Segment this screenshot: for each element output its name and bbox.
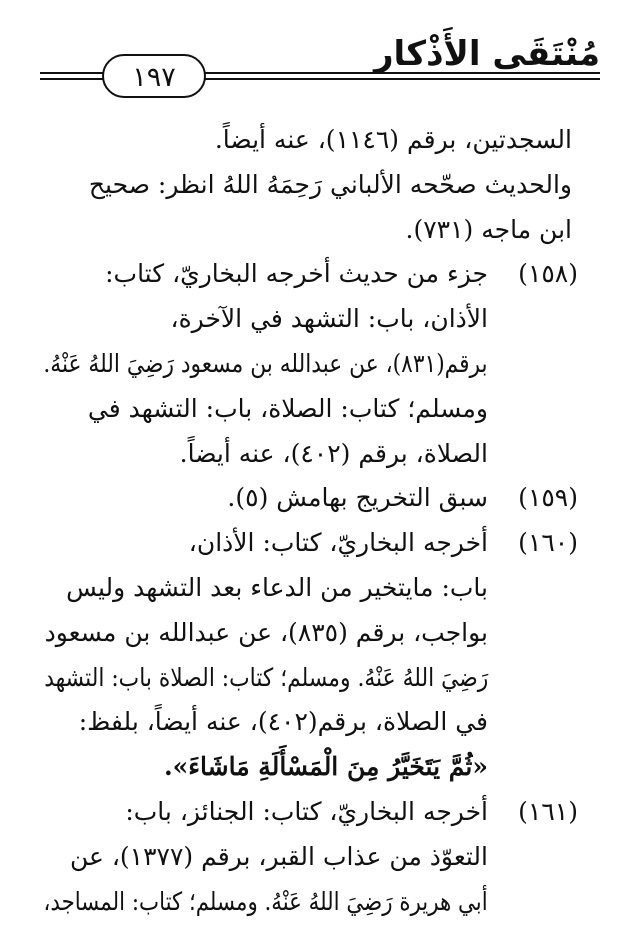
- text-line: [44, 656, 572, 701]
- line-text: بواجب، برقم (٨٣٥)، عن عبدالله بن مسعود: [44, 617, 488, 647]
- line-text: ومسلم؛ كتاب: الصلاة، باب: التشهد في: [87, 393, 488, 423]
- page-number: ١٩٧: [102, 54, 206, 98]
- text-line: [44, 432, 572, 477]
- line-text: والحديث صحّحه الألباني رَحِمَهُ اللهُ انظر: صحيح: [88, 169, 572, 199]
- text-line: [44, 476, 578, 521]
- text-line: [44, 208, 572, 253]
- line-text: أخرجه البخاريّ، كتاب: الأذان،: [188, 528, 488, 558]
- text-line: [44, 521, 578, 566]
- text-line: [44, 880, 572, 925]
- hadith-quote: «ثُمَّ يَتَخَيَّرُ مِنَ الْمَسْأَلَةِ مَاشَاءَ».: [163, 752, 488, 782]
- text-line: [44, 252, 578, 297]
- text-line: [44, 745, 572, 790]
- line-text: رَضِيَ اللهُ عَنْهُ. ومسلم؛ كتاب: الصلاة باب: التشهد: [43, 662, 488, 692]
- footnote-number: (١٦١): [518, 796, 578, 826]
- text-line: [44, 611, 572, 656]
- footnotes-body: [43, 118, 578, 924]
- line-text: الأذان، باب: التشهد في الآخرة،: [170, 304, 488, 334]
- text-line: [44, 342, 572, 387]
- page-header: [40, 28, 600, 98]
- text-line: [44, 118, 572, 163]
- line-text: ابن ماجه (٧٣١).: [405, 214, 572, 244]
- text-line: [44, 700, 572, 745]
- footnote-number: (١٥٩): [518, 483, 578, 513]
- line-text: التعوّذ من عذاب القبر، برقم (١٣٧٧)، عن: [69, 841, 488, 871]
- footnote-number: (١٥٨): [518, 259, 578, 289]
- text-line: [44, 163, 572, 208]
- line-text: سبق التخريج بهامش (٥).: [227, 483, 488, 513]
- text-line: [44, 297, 572, 342]
- footnote-number: (١٦٠): [518, 528, 578, 558]
- line-text: جزء من حديث أخرجه البخاريّ، كتاب:: [105, 259, 488, 289]
- line-text: أبي هريرة رَضِيَ اللهُ عَنْهُ. ومسلم؛ كتاب: المساجد،: [43, 886, 488, 916]
- line-text: الصلاة، برقم (٤٠٢)، عنه أيضاً.: [179, 438, 488, 468]
- line-text: برقم(٨٣١)، عن عبدالله بن مسعود رَضِيَ اللهُ عَنْهُ.: [43, 348, 488, 378]
- line-text: باب: مايتخير من الدعاء بعد التشهد وليس: [66, 572, 488, 602]
- book-title: مُنْتَقَى الأَذْكار: [373, 34, 600, 74]
- text-line: [44, 566, 572, 611]
- text-line: [44, 835, 572, 880]
- line-text: السجدتين، برقم (١١٤٦)، عنه أيضاً.: [214, 125, 572, 154]
- line-text: في الصلاة، برقم(٤٠٢)، عنه أيضاً، بلفظ:: [78, 707, 488, 737]
- text-line: [44, 790, 578, 835]
- line-text: أخرجه البخاريّ، كتاب: الجنائز، باب:: [125, 796, 488, 826]
- text-line: [44, 387, 572, 432]
